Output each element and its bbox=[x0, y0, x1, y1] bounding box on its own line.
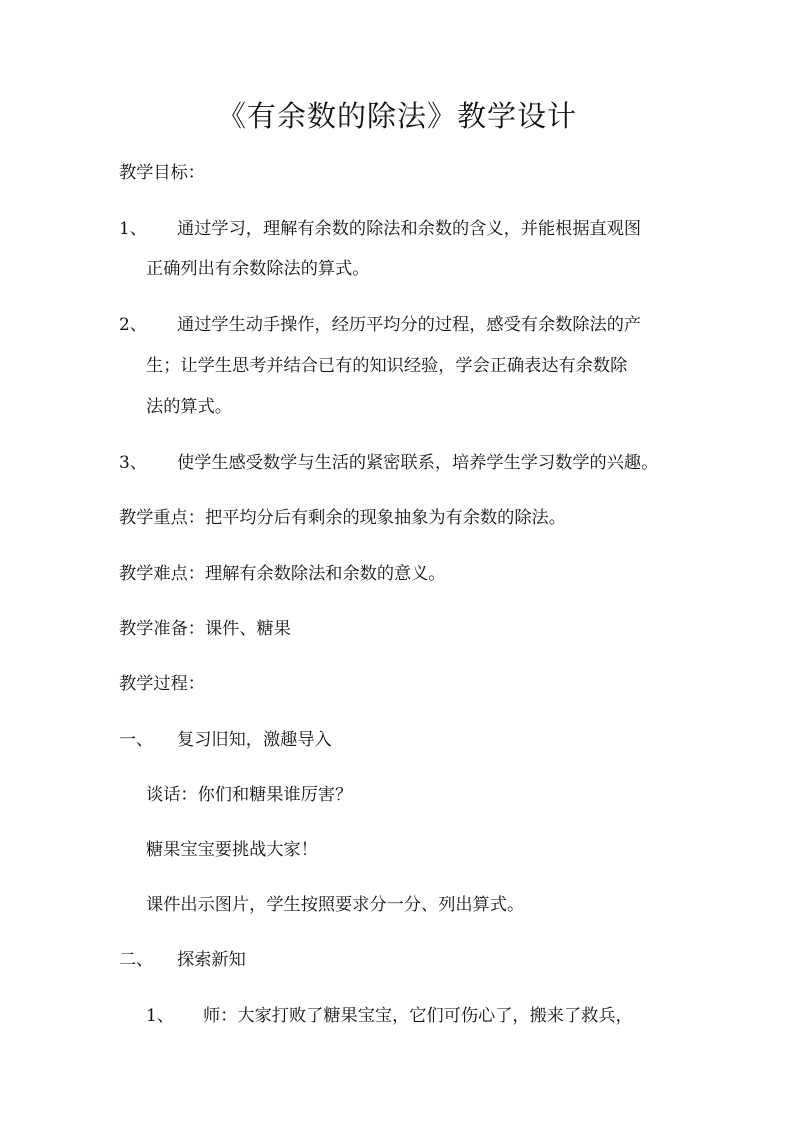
goal-2-number: 2、 bbox=[119, 315, 147, 335]
goal-1-line-1: 通过学习，理解有余数的除法和余数的含义，并能根据直观图 bbox=[177, 219, 642, 239]
key-point: 教学重点：把平均分后有剩余的现象抽象为有余数的除法。 bbox=[119, 508, 566, 528]
process-heading: 教学过程： bbox=[119, 674, 205, 694]
section-1-line-2: 糖果宝宝要挑战大家！ bbox=[146, 840, 318, 860]
section-2-number: 二、 bbox=[119, 950, 153, 970]
section-1-heading: 复习旧知，激趣导入 bbox=[177, 730, 332, 750]
section-2-heading: 探索新知 bbox=[177, 950, 246, 970]
goal-1-line-2: 正确列出有余数除法的算式。 bbox=[146, 259, 370, 279]
section-1-number: 一、 bbox=[119, 730, 153, 750]
difficulty: 教学难点：理解有余数除法和余数的意义。 bbox=[119, 564, 446, 584]
section-1-line-3: 课件出示图片，学生按照要求分一分、列出算式。 bbox=[146, 895, 525, 915]
goal-2-line-2: 生；让学生思考并结合已有的知识经验，学会正确表达有余数除 bbox=[146, 356, 628, 376]
document-title: 《有余数的除法》教学设计 bbox=[216, 99, 577, 133]
goal-2-line-3: 法的算式。 bbox=[146, 397, 232, 417]
preparation: 教学准备：课件、糖果 bbox=[119, 619, 291, 639]
goals-heading: 教学目标： bbox=[119, 163, 205, 183]
section-2-item-1-number: 1、 bbox=[146, 1006, 174, 1026]
goal-2-line-1: 通过学生动手操作，经历平均分的过程，感受有余数除法的产 bbox=[177, 315, 642, 335]
goal-3-number: 3、 bbox=[119, 453, 147, 473]
goal-3-line-1: 使学生感受数学与生活的紧密联系，培养学生学习数学的兴趣。 bbox=[177, 453, 659, 473]
section-2-item-1-text: 师：大家打败了糖果宝宝，它们可伤心了，搬来了救兵， bbox=[203, 1006, 633, 1026]
goal-1-number: 1、 bbox=[119, 219, 147, 239]
section-1-line-1: 谈话：你们和糖果谁厉害？ bbox=[146, 785, 353, 805]
